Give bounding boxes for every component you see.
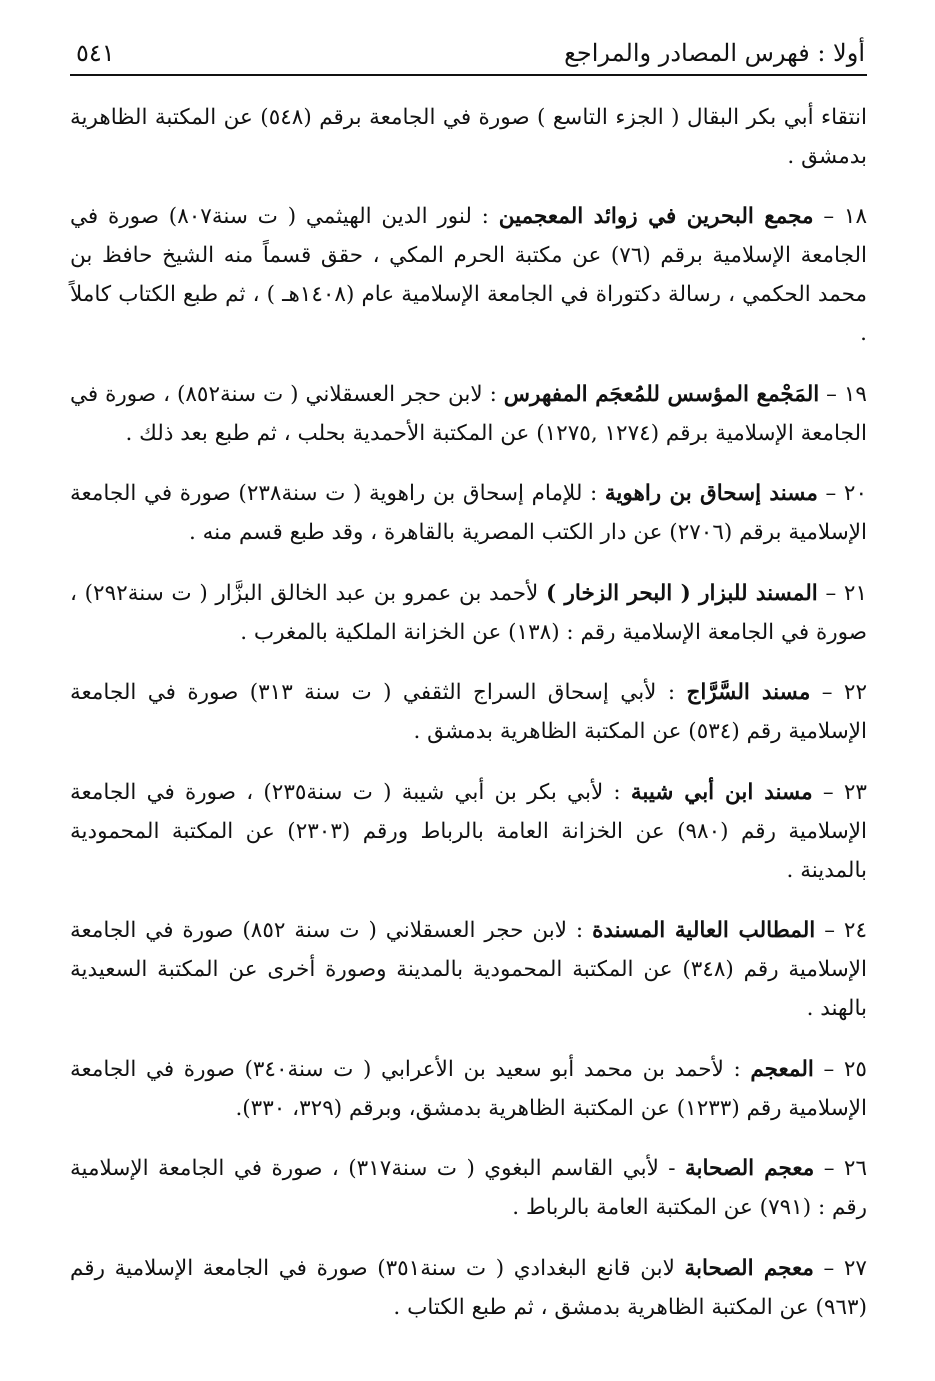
entry-number: ١٨ – <box>823 204 868 229</box>
bibliography-entry <box>70 474 867 552</box>
bibliography-entry <box>70 375 867 453</box>
entry-number: ٢٧ – <box>823 1255 867 1281</box>
bibliography-entry <box>70 1249 867 1327</box>
entry-title: المعجم <box>750 1056 814 1082</box>
running-header-title: أولا : فهرس المصادر والمراجع <box>564 39 865 67</box>
entry-text: : لأبي بكر بن أبي شيبة ( ت سنة٢٣٥) ، صورة في الجامعة الإسلامية رقم (٩٨٠) عن الخزانة العامة بالرباط ورقم (٢٣٠٣) عن المكتبة المحمودية بالمدينة . <box>70 779 868 883</box>
entry-title: معجم الصحابة <box>684 1255 814 1281</box>
page-number: ٥٤١ <box>76 39 115 67</box>
bibliography-entry <box>70 1050 867 1128</box>
entry-text: : لأبي إسحاق السراج الثقفي ( ت سنة ٣١٣) صورة في الجامعة الإسلامية رقم (٥٣٤) عن المكتبة الظاهرية بدمشق . <box>70 680 867 744</box>
bibliography-entry <box>70 197 867 353</box>
entry-text: انتقاء أبي بكر البقال ( الجزء التاسع ) صورة في الجامعة برقم (٥٤٨) عن المكتبة الظاهرية بدمشق . <box>70 104 868 169</box>
entry-number: ٢٦ – <box>823 1156 867 1181</box>
entry-number: ٢١ – <box>825 580 868 606</box>
entry-text: : لابن حجر العسقلاني ( ت سنة٨٥٢) ، صورة في الجامعة الإسلامية برقم (١٢٧٤ ,١٢٧٥) عن المكتبة الأحمدية بحلب ، ثم طبع بعد ذلك . <box>70 381 867 446</box>
entry-number: ٢٥ – <box>823 1056 867 1082</box>
entry-text: لابن قانع البغدادي ( ت سنة٣٥١) صورة في الجامعة الإسلامية رقم (٩٦٣) عن المكتبة الظاهرية بدمشق ، ثم طبع الكتاب . <box>70 1255 867 1320</box>
book-page <box>70 30 867 1331</box>
entry-number: ٢٤ – <box>824 918 867 943</box>
entry-text: : لأحمد بن محمد أبو سعيد بن الأعرابي ( ت سنة٣٤٠) صورة في الجامعة الإسلامية رقم (١٢٣٣) عن المكتبة الظاهرية بدمشق، وبرقم (٣٢٩، ٣٣٠). <box>70 1056 867 1121</box>
bibliography-entry <box>70 911 867 1028</box>
entry-number: ٢٣ – <box>822 779 867 805</box>
bibliography-entry <box>70 1149 867 1227</box>
page-header <box>70 30 867 76</box>
entry-title: مسند السَّرَّاج <box>686 680 811 705</box>
entry-text: : لنور الدين الهيثمي ( ت سنة٨٠٧) صورة في الجامعة الإسلامية برقم (٧٦) عن مكتبة الحرم المكي ، حقق قسماً منه الشيخ حافظ بن محمد الحكمي ، رسالة دكتوراة في الجامعة الإسلامية عام (١٤٠٨هـ ) ، ثم طبع الكتاب كاملاً . <box>70 204 867 346</box>
entry-title: المسند للبزار ( البحر الزخار ) <box>546 580 818 606</box>
entry-title: معجم الصحابة <box>685 1156 815 1181</box>
entry-title: مسند ابن أبي شيبة <box>630 779 813 805</box>
entry-title: مجمع البحرين في زوائد المعجمين <box>498 204 814 229</box>
entry-text: : للإمام إسحاق بن راهوية ( ت سنة٢٣٨) صورة في الجامعة الإسلامية برقم (٢٧٠٦) عن دار الكتب المصرية بالقاهرة ، وقد طبع قسم منه . <box>70 481 867 545</box>
bibliography-entry-continued <box>70 98 867 176</box>
entry-text: - لأبي القاسم البغوي ( ت سنة٣١٧) ، صورة في الجامعة الإسلامية رقم : (٧٩١) عن المكتبة العامة بالرباط . <box>70 1156 867 1220</box>
entry-number: ٢٠ – <box>825 481 868 506</box>
entry-number: ٢٢ – <box>821 680 868 705</box>
bibliography-entry <box>70 574 867 652</box>
bibliography-entry <box>70 673 867 751</box>
entry-title: المطالب العالية المسندة <box>592 918 816 943</box>
entry-title: المَجْمع المؤسس للمُعجَم المفهرس <box>503 381 820 407</box>
bibliography-entry <box>70 773 867 890</box>
bibliography-list <box>70 98 867 1327</box>
entry-text: لأحمد بن عمرو بن عبد الخالق البزَّار ( ت سنة٢٩٢) ، صورة في الجامعة الإسلامية رقم : (١٣٨) عن الخزانة الملكية بالمغرب . <box>70 580 867 645</box>
entry-title: مسند إسحاق بن راهوية <box>604 481 818 506</box>
entry-number: ١٩ – <box>826 381 867 407</box>
entry-text: : لابن حجر العسقلاني ( ت سنة ٨٥٢) صورة في الجامعة الإسلامية رقم (٣٤٨) عن المكتبة المحمودية بالمدينة وصورة أخرى عن المكتبة السعيدية بالهند . <box>70 918 868 1021</box>
